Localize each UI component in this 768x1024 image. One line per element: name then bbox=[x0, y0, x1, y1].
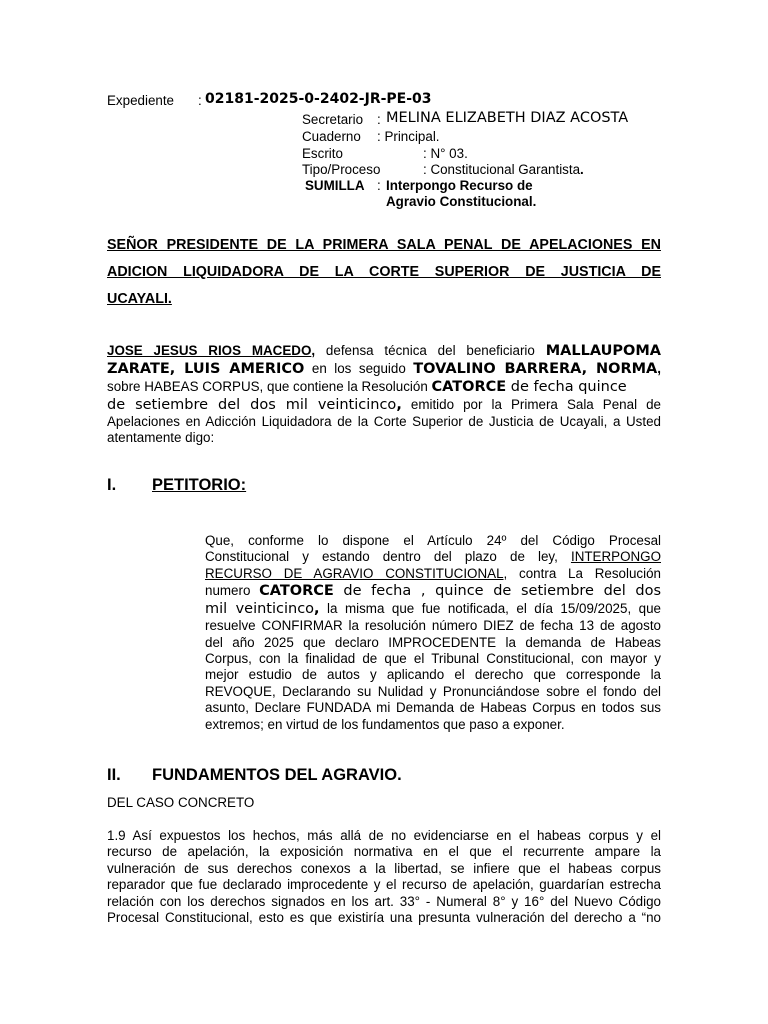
intro-line: sobre HABEAS CORPUS, que contiene la Resolución CATORCE de fecha quince bbox=[107, 379, 627, 395]
sumilla-label: SUMILLA bbox=[305, 178, 365, 193]
petitorio-line: resuelve CONFIRMAR la resolución número DIEZ de fecha 13 de agosto bbox=[205, 618, 661, 634]
fundamentos-paragraph bbox=[107, 828, 661, 926]
addressee-line-1: SEÑOR PRESIDENTE DE LA PRIMERA SALA PENAL DE APELACIONES EN bbox=[107, 237, 661, 253]
intro-line: ZARATE, LUIS AMERICO en los seguido TOVALINO BARRERA, NORMA, bbox=[107, 361, 661, 377]
petitorio-line: extremos; en virtud de los fundamentos que paso a exponer. bbox=[205, 716, 565, 732]
section-2-title: FUNDAMENTOS DEL AGRAVIO. bbox=[152, 766, 402, 784]
fundamentos-line: 1.9 Así expuestos los hechos, más allá de no evidenciarse en el habeas corpus y el bbox=[107, 828, 661, 843]
addressee-line-2: ADICION LIQUIDADORA DE LA CORTE SUPERIOR DE JUSTICIA DE bbox=[107, 264, 661, 280]
resolution-number: CATORCE bbox=[431, 379, 507, 395]
petitorio-line: numero CATORCE de fecha , quince de setiembre del dos bbox=[205, 583, 661, 600]
petitorio-line: Constitucional y estando dentro del plazo de ley, INTERPONGO bbox=[205, 549, 661, 565]
petitorio-line: Que, conforme lo dispone el Artículo 24º del Código Procesal bbox=[205, 533, 661, 548]
secretario-label: Secretario bbox=[302, 112, 364, 127]
petitorio-line: REVOQUE, Declarando su Nulidad y Pronunciándose sobre el fondo del bbox=[205, 683, 661, 699]
expediente-separator: : bbox=[198, 93, 202, 108]
intro-line: de setiembre del dos mil veinticinco, emitido por la Primera Sala Penal de bbox=[107, 397, 661, 413]
addressee-line-3: UCAYALI. bbox=[107, 291, 172, 307]
cuaderno-value: : Principal. bbox=[377, 129, 440, 144]
petitorio-line: RECURSO DE AGRAVIO CONSTITUCIONAL, contra La Resolución bbox=[205, 565, 661, 581]
secretario-separator: : bbox=[377, 112, 381, 127]
defendant-name: TOVALINO BARRERA, NORMA bbox=[413, 361, 658, 377]
tipo-proceso-value bbox=[423, 162, 584, 177]
intro-line: JOSE JESUS RIOS MACEDO, defensa técnica del beneficiario MALLAUPOMA bbox=[107, 343, 661, 359]
sumilla-line-1: Interpongo Recurso de bbox=[386, 178, 533, 193]
tipo-proceso-text: : Constitucional Garantista bbox=[423, 162, 581, 177]
subheading-caso-concreto: DEL CASO CONCRETO bbox=[107, 795, 255, 810]
fundamentos-line: reparador que fue declarado improcedente y el recurso de apelación, guardarían estrecha bbox=[107, 877, 661, 893]
escrito-label: Escrito bbox=[302, 146, 343, 161]
expediente-label: Expediente bbox=[107, 93, 175, 108]
petitorio-paragraph bbox=[205, 533, 661, 733]
escrito-value: : N° 03. bbox=[423, 146, 468, 161]
expediente-number: 02181-2025-0-2402-JR-PE-03 bbox=[205, 91, 432, 107]
petitorio-line: mil veinticinco, la misma que fue notificada, el día 15/09/2025, que bbox=[205, 601, 661, 618]
sumilla-separator: : bbox=[377, 178, 381, 193]
lawyer-name: JOSE JESUS RIOS MACEDO bbox=[107, 343, 312, 358]
tipo-proceso-label: Tipo/Proceso bbox=[302, 162, 381, 177]
sumilla-line-2: Agravio Constitucional. bbox=[386, 194, 537, 209]
fundamentos-line: relación con los derechos signados en los art. 33° - Numeral 8° y 16° del Nuevo Código bbox=[107, 893, 661, 909]
fundamentos-line: Procesal Constitucional, esto es que existiría una presunta vulneración del derecho a “no bbox=[107, 909, 661, 925]
interpongo-text: INTERPONGO bbox=[570, 549, 661, 565]
section-1-number: I. bbox=[107, 476, 117, 494]
beneficiary-name: MALLAUPOMA bbox=[545, 343, 661, 359]
fundamentos-line: recurso de apelación, la exposición normativa en el que el recurrente ampare la bbox=[107, 844, 661, 860]
section-1-title: PETITORIO: bbox=[152, 476, 247, 494]
recurso-title: RECURSO DE AGRAVIO CONSTITUCIONAL bbox=[205, 565, 504, 581]
cuaderno-label: Cuaderno bbox=[302, 129, 361, 144]
tipo-proceso-dot: . bbox=[580, 162, 584, 177]
petitorio-line: mejor estudio de autos y aplicando el derecho que corresponde la bbox=[205, 667, 661, 683]
intro-paragraph bbox=[107, 342, 661, 446]
addressee-block bbox=[107, 236, 661, 308]
secretario-name: MELINA ELIZABETH DIAZ ACOSTA bbox=[386, 110, 629, 126]
intro-line: Apelaciones en Adicción Liquidadora de la Corte Superior de Justicia de Ucayali, a Usted bbox=[107, 414, 661, 429]
section-2-number: II. bbox=[107, 766, 121, 784]
petitorio-line: del año 2025 que declaro IMPROCEDENTE la demanda de Habeas bbox=[205, 634, 661, 650]
petitorio-line: Corpus, con la finalidad de que el Tribunal Constitucional, con mayor y bbox=[205, 650, 661, 666]
intro-line: atentamente digo: bbox=[107, 430, 215, 445]
fundamentos-line: vulneración de sus derechos conexos a la libertad, se infiere que el habeas corpus bbox=[107, 860, 661, 876]
petitorio-line: asunto, Declare FUNDADA mi Demanda de Habeas Corpus en todos sus bbox=[205, 700, 661, 716]
